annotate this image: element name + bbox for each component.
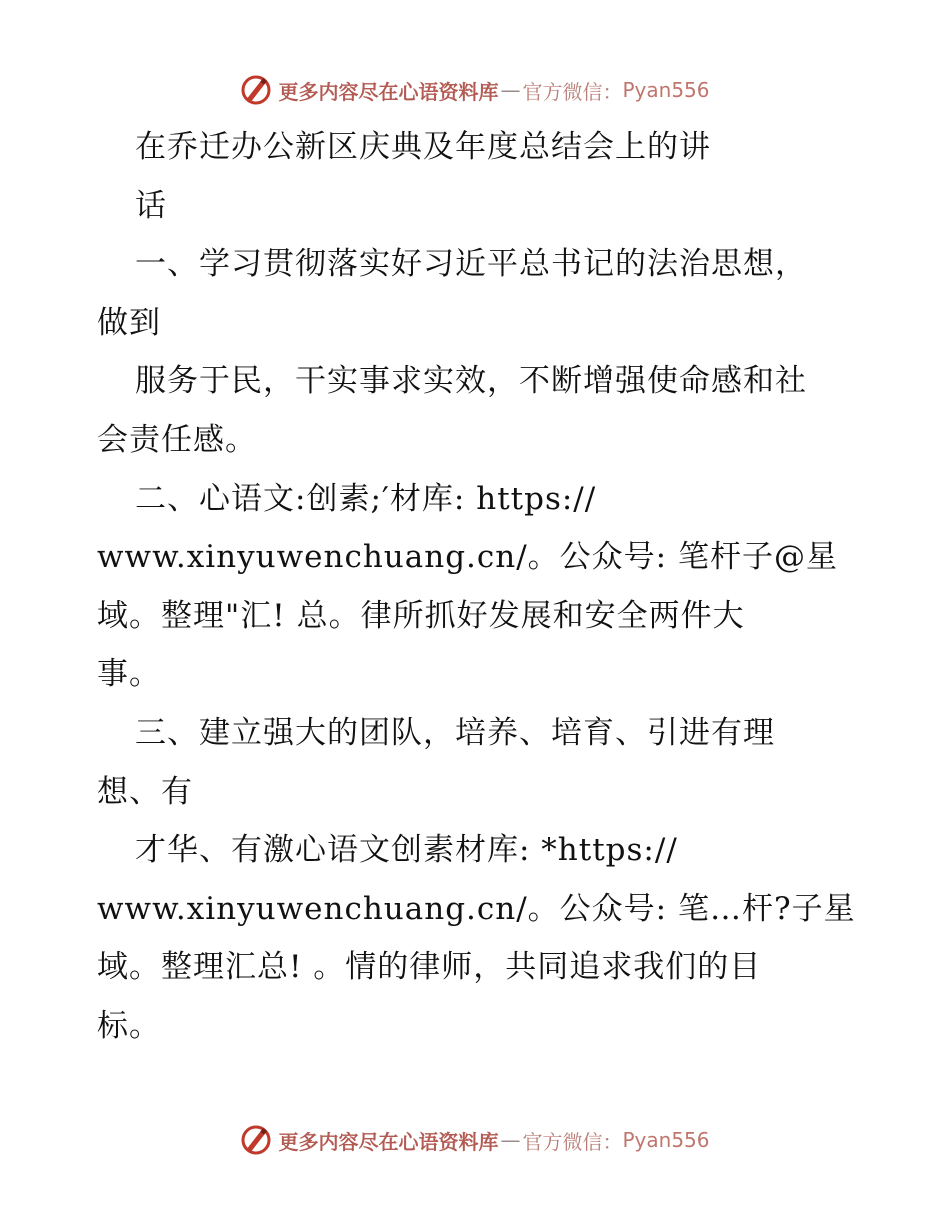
- banner-brand-text: 更多内容尽在心语资料库: [278, 79, 499, 104]
- doc-paragraph-line: 三、建立强大的团队，培养、培育、引进有理: [135, 714, 775, 751]
- doc-paragraph-line: 事。: [97, 656, 161, 693]
- doc-paragraph-line: 二、心语文:创素;′材库: https://: [135, 480, 597, 517]
- header-banner: [0, 70, 950, 110]
- doc-paragraph-line: 服务于民，干实事求实效，不断增强使命感和社: [135, 363, 807, 400]
- banner-wechat-label: 官方微信：: [522, 1129, 623, 1154]
- doc-paragraph-line: 会责任感。: [97, 421, 257, 458]
- doc-title-line-1: 在乔迁办公新区庆典及年度总结会上的讲: [135, 129, 711, 165]
- banner-dash: —: [500, 1128, 521, 1152]
- doc-paragraph-line: 才华、有激心语文创素材库: *https://: [135, 832, 678, 869]
- banner-brand-text: 更多内容尽在心语资料库: [278, 1129, 499, 1154]
- banner-wechat-id: Pyan556: [622, 78, 710, 102]
- doc-paragraph-line: 域。整理"汇! 总。律所抓好发展和安全两件大: [97, 597, 745, 634]
- doc-paragraph-line: 一、学习贯彻落实好习近平总书记的法治思想，: [135, 246, 807, 283]
- banner-dash: —: [500, 78, 521, 102]
- doc-title-line-2: 话: [135, 187, 167, 224]
- doc-paragraph-line: 做到: [97, 304, 161, 341]
- pen-logo-icon: [240, 74, 272, 106]
- doc-paragraph-line: 域。整理汇总! 。情的律师，共同追求我们的目: [97, 949, 762, 986]
- doc-paragraph-line: 标。: [97, 1007, 161, 1044]
- pen-logo-icon: [240, 1124, 272, 1156]
- doc-paragraph-line: 想、有: [97, 773, 193, 810]
- banner-wechat-label: 官方微信：: [522, 79, 623, 104]
- document-body: [97, 118, 877, 1056]
- doc-paragraph-line: www.xinyuwenchuang.cn/。公众号: 笔…杆?子星: [97, 890, 856, 927]
- doc-paragraph-line: www.xinyuwenchuang.cn/。公众号: 笔杆子@星: [97, 539, 838, 576]
- footer-banner: [0, 1120, 950, 1160]
- banner-wechat-id: Pyan556: [622, 1128, 710, 1152]
